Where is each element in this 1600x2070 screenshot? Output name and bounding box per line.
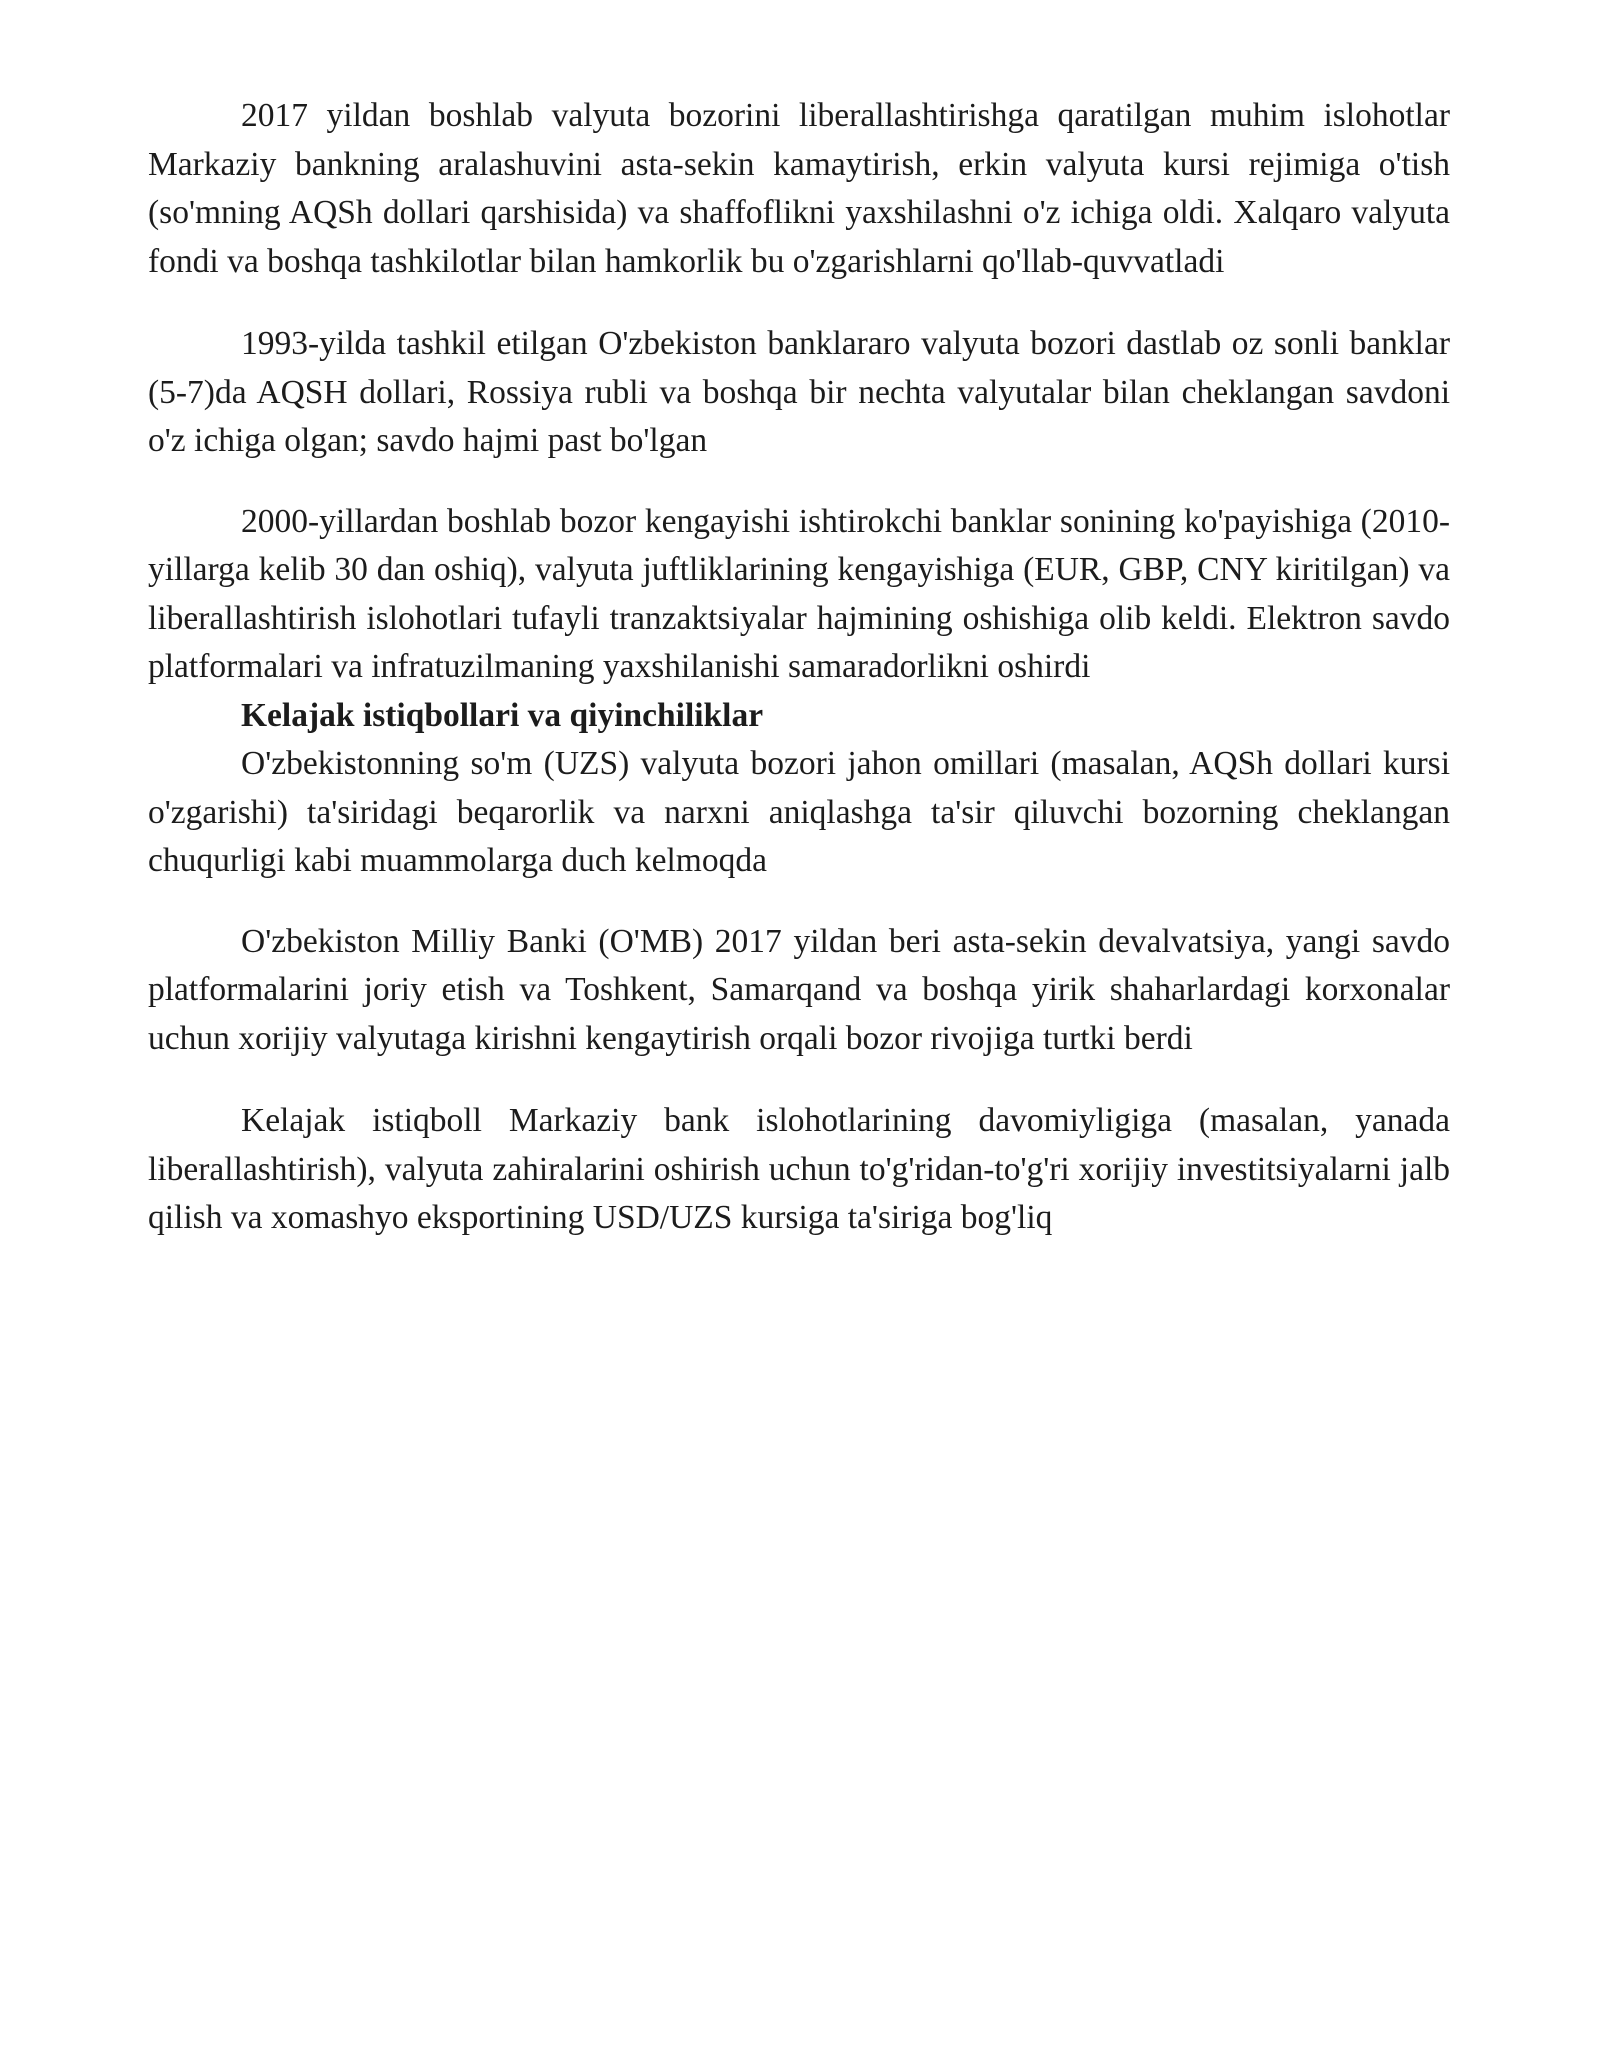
paragraph-future-outlook: Kelajak istiqboll Markaziy bank islohotlarining davomiyligiga (masalan, yanada liberallashtirish), valyuta zahiralarini oshirish uchun to'g'ridan-to'g'ri xorijiy investitsiyalarni jalb qilish va xomashyo eksportining USD/UZS kursiga ta'siriga bog'liq xyxy=(148,1102,1450,1236)
document-page xyxy=(148,92,1450,1243)
paragraph-history-1993: 1993-yilda tashkil etilgan O'zbekiston banklararo valyuta bozori dastlab oz sonli banklar (5-7)da AQSH dollari, Rossiya rubli va boshqa bir nechta valyutalar bilan cheklangan savdoni o'z ichiga olgan; savdo hajmi past bo'lgan xyxy=(148,325,1450,459)
paragraph-challenges: O'zbekistonning so'm (UZS) valyuta bozori jahon omillari (masalan, AQSh dollari kursi o'zgarishi) ta'siridagi beqarorlik va narxni aniqlashga ta'sir qiluvchi bozorning cheklangan chuqurligi kabi muammolarga duch kelmoqda xyxy=(148,745,1450,879)
section-heading: Kelajak istiqbollari va qiyinchiliklar xyxy=(241,696,764,734)
paragraph-national-bank: O'zbekiston Milliy Banki (O'MB) 2017 yildan beri asta-sekin devalvatsiya, yangi savdo platformalarini joriy etish va Toshkent, Samarqand va boshqa yirik shaharlardagi korxonalar uchun xorijiy valyutaga kirishni kengaytirish orqali bozor rivojiga turtki berdi xyxy=(148,922,1450,1057)
paragraph-liberalization-2017: 2017 yildan boshlab valyuta bozorini liberallashtirishga qaratilgan muhim islohotlar Markaziy bankning aralashuvini asta-sekin kamaytirish, erkin valyuta kursi rejimiga o'tish (so'mning AQSh dollari qarshisida) va shaffoflikni yaxshilashni o'z ichiga oldi. Xalqaro valyuta fondi va boshqa tashkilotlar bilan hamkorlik bu o'zgarishlarni qo'llab-quvvatladi xyxy=(148,97,1450,280)
paragraph-expansion-2000s: 2000-yillardan boshlab bozor kengayishi ishtirokchi banklar sonining ko'payishiga (2010-yillarga kelib 30 dan oshiq), valyuta juftliklarining kengayishiga (EUR, GBP, CNY kiritilgan) va liberallashtirish islohotlari tufayli tranzaktsiyalar hajmining oshishiga olib keldi. Elektron savdo platformalari va infratuzilmaning yaxshilanishi samaradorlikni oshirdi xyxy=(148,502,1450,685)
